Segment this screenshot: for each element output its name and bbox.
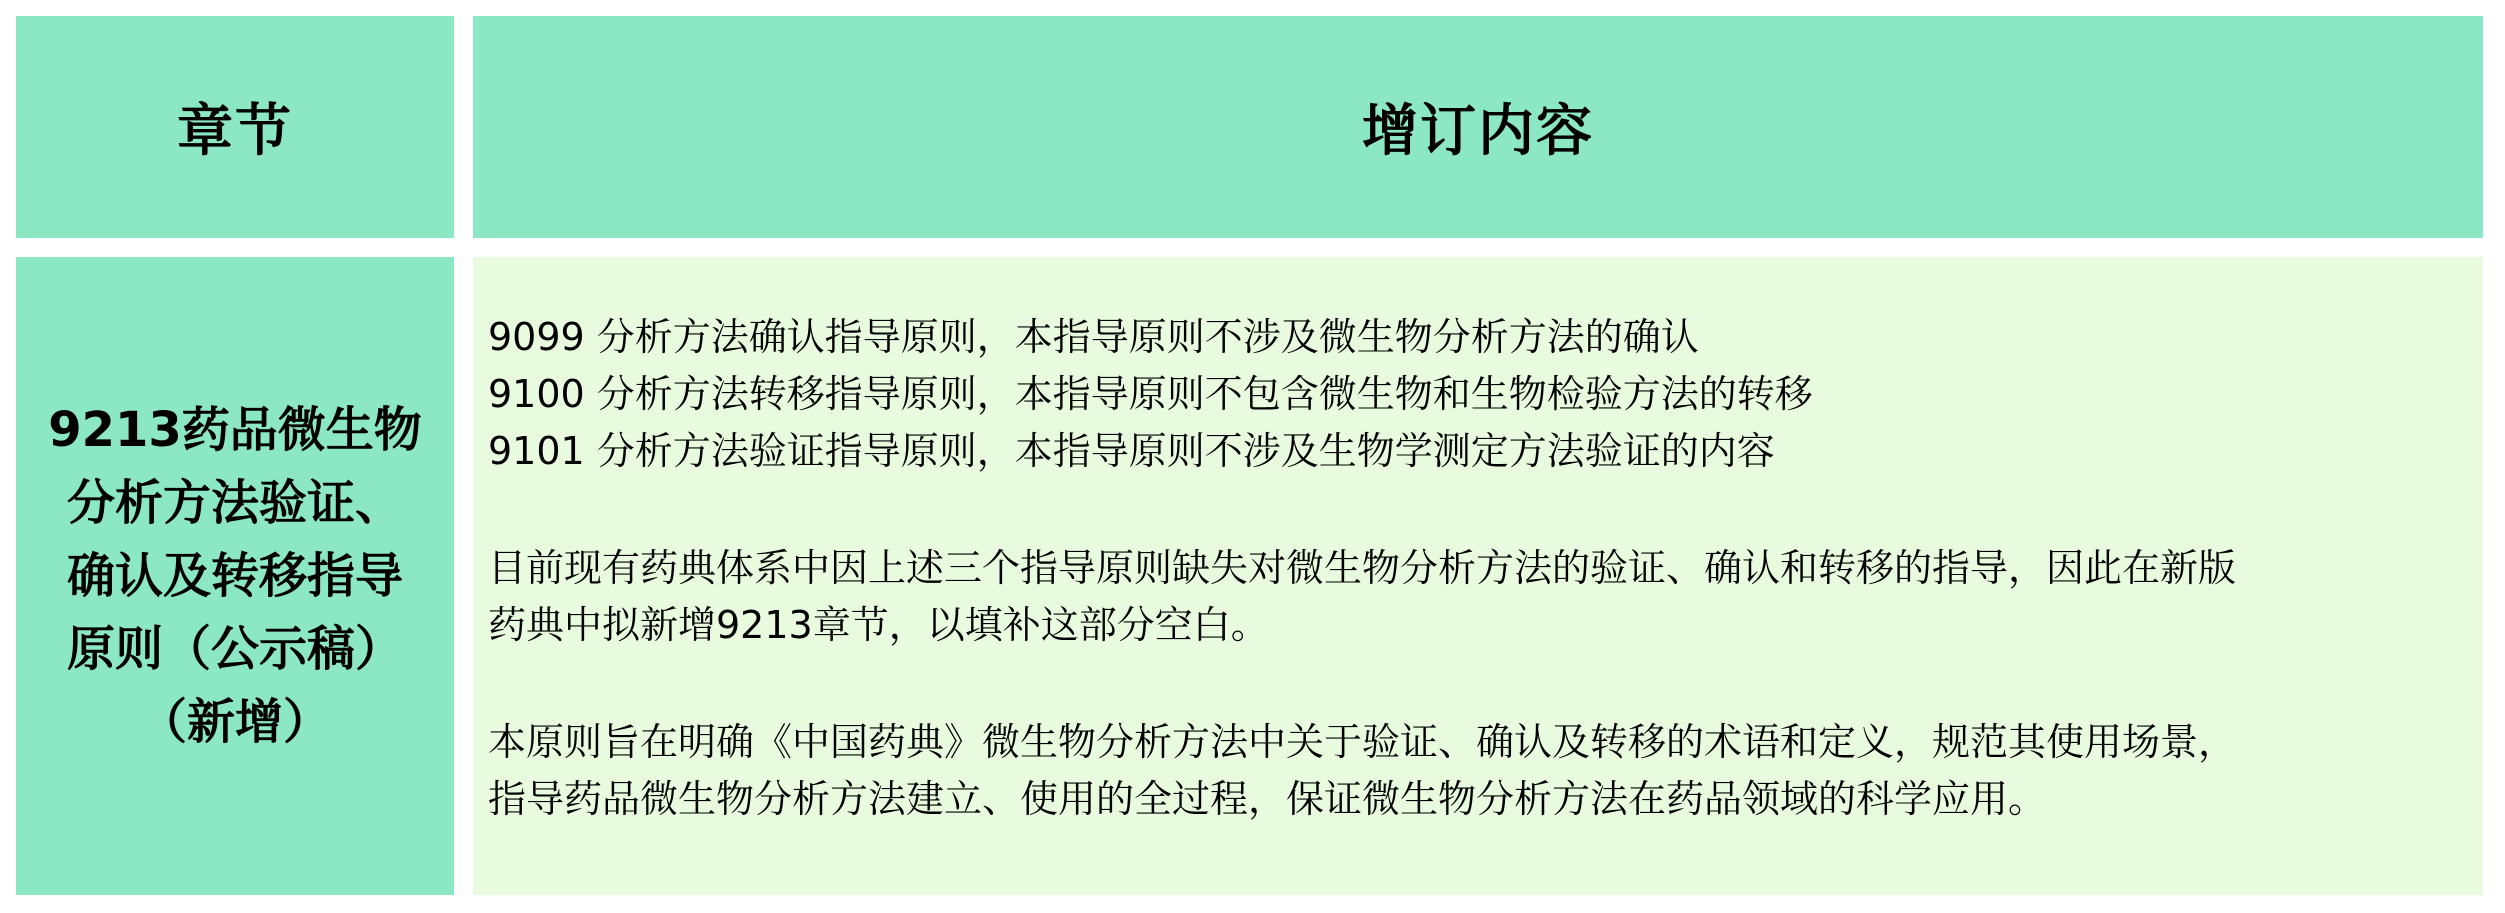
content-cell <box>473 257 2483 895</box>
chapter-title: 9213药品微生物 分析方法验证、 确认及转移指导 原则（公示稿） （新增） <box>48 401 422 750</box>
chapter-cell <box>16 257 454 895</box>
paragraph-purpose: 本原则旨在明确《中国药典》微生物分析方法中关于验证、确认及转移的术语和定义，规范其使用场景， 指导药品微生物分析方法建立、使用的全过程，保证微生物分析方法在药品领域的科学应用。 <box>488 720 2237 821</box>
revision-table <box>16 16 2483 895</box>
header-cell-revised-content: 增订内容 <box>473 16 2483 238</box>
header-cell-chapter: 章节 <box>16 16 454 238</box>
paragraph-related-guidelines: 9099 分析方法确认指导原则，本指导原则不涉及微生物分析方法的确认 9100 分析方法转移指导原则，本指导原则不包含微生物和生物检验方法的转移 9101 分析方法验证指导原则，本指导原则不涉及生物学测定方法验证的内容 <box>488 315 1813 473</box>
paragraph-rationale: 目前现有药典体系中因上述三个指导原则缺失对微生物分析方法的验证、确认和转移的指导，因此在新版 药典中拟新增9213章节，以填补这部分空白。 <box>488 546 2237 647</box>
